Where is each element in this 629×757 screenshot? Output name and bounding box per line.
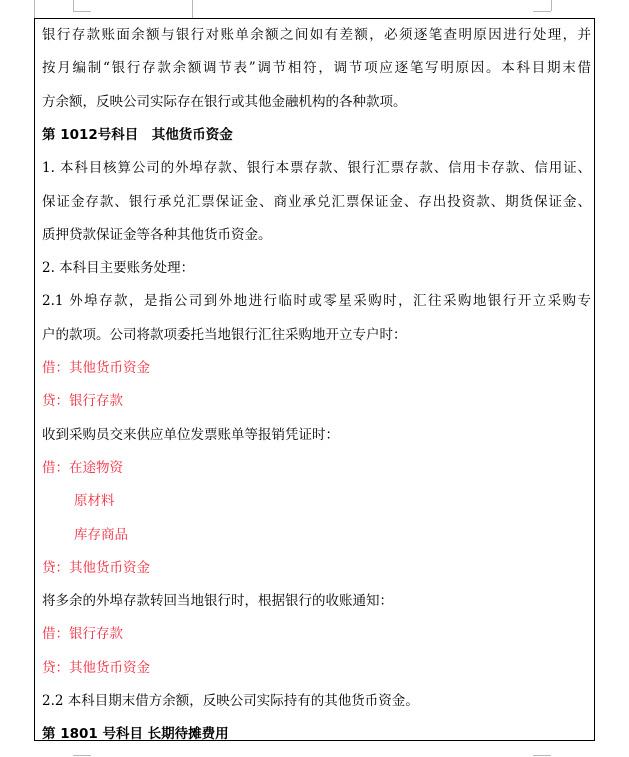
corner-mark bbox=[551, 0, 552, 11]
journal-entry-line: 原材料 bbox=[74, 493, 115, 510]
paragraph-line: 银行存款账面余额与银行对账单余额之间如有差额，必须逐笔查明原因进行处理，并 bbox=[42, 27, 591, 43]
journal-entry-line: 借：在途物资 bbox=[42, 459, 123, 476]
paragraph-line: 方余额，反映公司实际存在银行或其他金融机构的各种款项。 bbox=[42, 93, 407, 110]
paragraph-line: 2.1 外埠存款，是指公司到外地进行临时或零星采购时，汇往采购地银行开立采购专 bbox=[42, 293, 591, 310]
paragraph-line: 保证金存款、银行承兑汇票保证金、商业承兑汇票保证金、存出投资款、期货保证金、 bbox=[42, 193, 591, 210]
corner-mark bbox=[73, 755, 91, 756]
paragraph-line: 将多余的外埠存款转回当地银行时，根据银行的收账通知： bbox=[42, 593, 393, 610]
document-page bbox=[34, 18, 595, 741]
paragraph-line: 户的款项。公司将款项委托当地银行汇往采购地开立专户时： bbox=[42, 326, 407, 343]
journal-entry-line: 库存商品 bbox=[74, 526, 128, 543]
corner-mark bbox=[73, 11, 91, 12]
paragraph-line: 收到采购员交来供应单位发票账单等报销凭证时： bbox=[42, 426, 339, 443]
journal-entry-line: 借：其他货币资金 bbox=[42, 360, 150, 376]
journal-entry-line: 借：银行存款 bbox=[42, 626, 123, 643]
paragraph-line: 1. 本科目核算公司的外埠存款、银行本票存款、银行汇票存款、信用卡存款、信用证、 bbox=[42, 160, 591, 177]
corner-mark bbox=[533, 11, 551, 12]
paragraph-line: 质押贷款保证金等各种其他货币资金。 bbox=[42, 226, 272, 243]
paragraph-line: 按月编制“银行存款余额调节表”调节相符，调节项应逐笔写明原因。本科目期末借 bbox=[42, 60, 591, 77]
paragraph-line: 2. 本科目主要账务处理： bbox=[42, 260, 195, 277]
section-heading: 第 1012号科目 其他货币资金 bbox=[42, 126, 233, 143]
margin-line bbox=[34, 0, 35, 18]
journal-entry-line: 贷：银行存款 bbox=[42, 393, 123, 410]
corner-mark bbox=[73, 0, 74, 11]
corner-mark bbox=[533, 755, 551, 756]
paragraph-line: 2.2 本科目期末借方余额，反映公司实际持有的其他货币资金。 bbox=[42, 693, 419, 709]
journal-entry-line: 贷：其他货币资金 bbox=[42, 659, 150, 676]
journal-entry-line: 贷：其他货币资金 bbox=[42, 559, 150, 576]
section-heading: 第 1801 号科目 长期待摊费用 bbox=[42, 726, 229, 743]
margin-line bbox=[192, 0, 193, 18]
